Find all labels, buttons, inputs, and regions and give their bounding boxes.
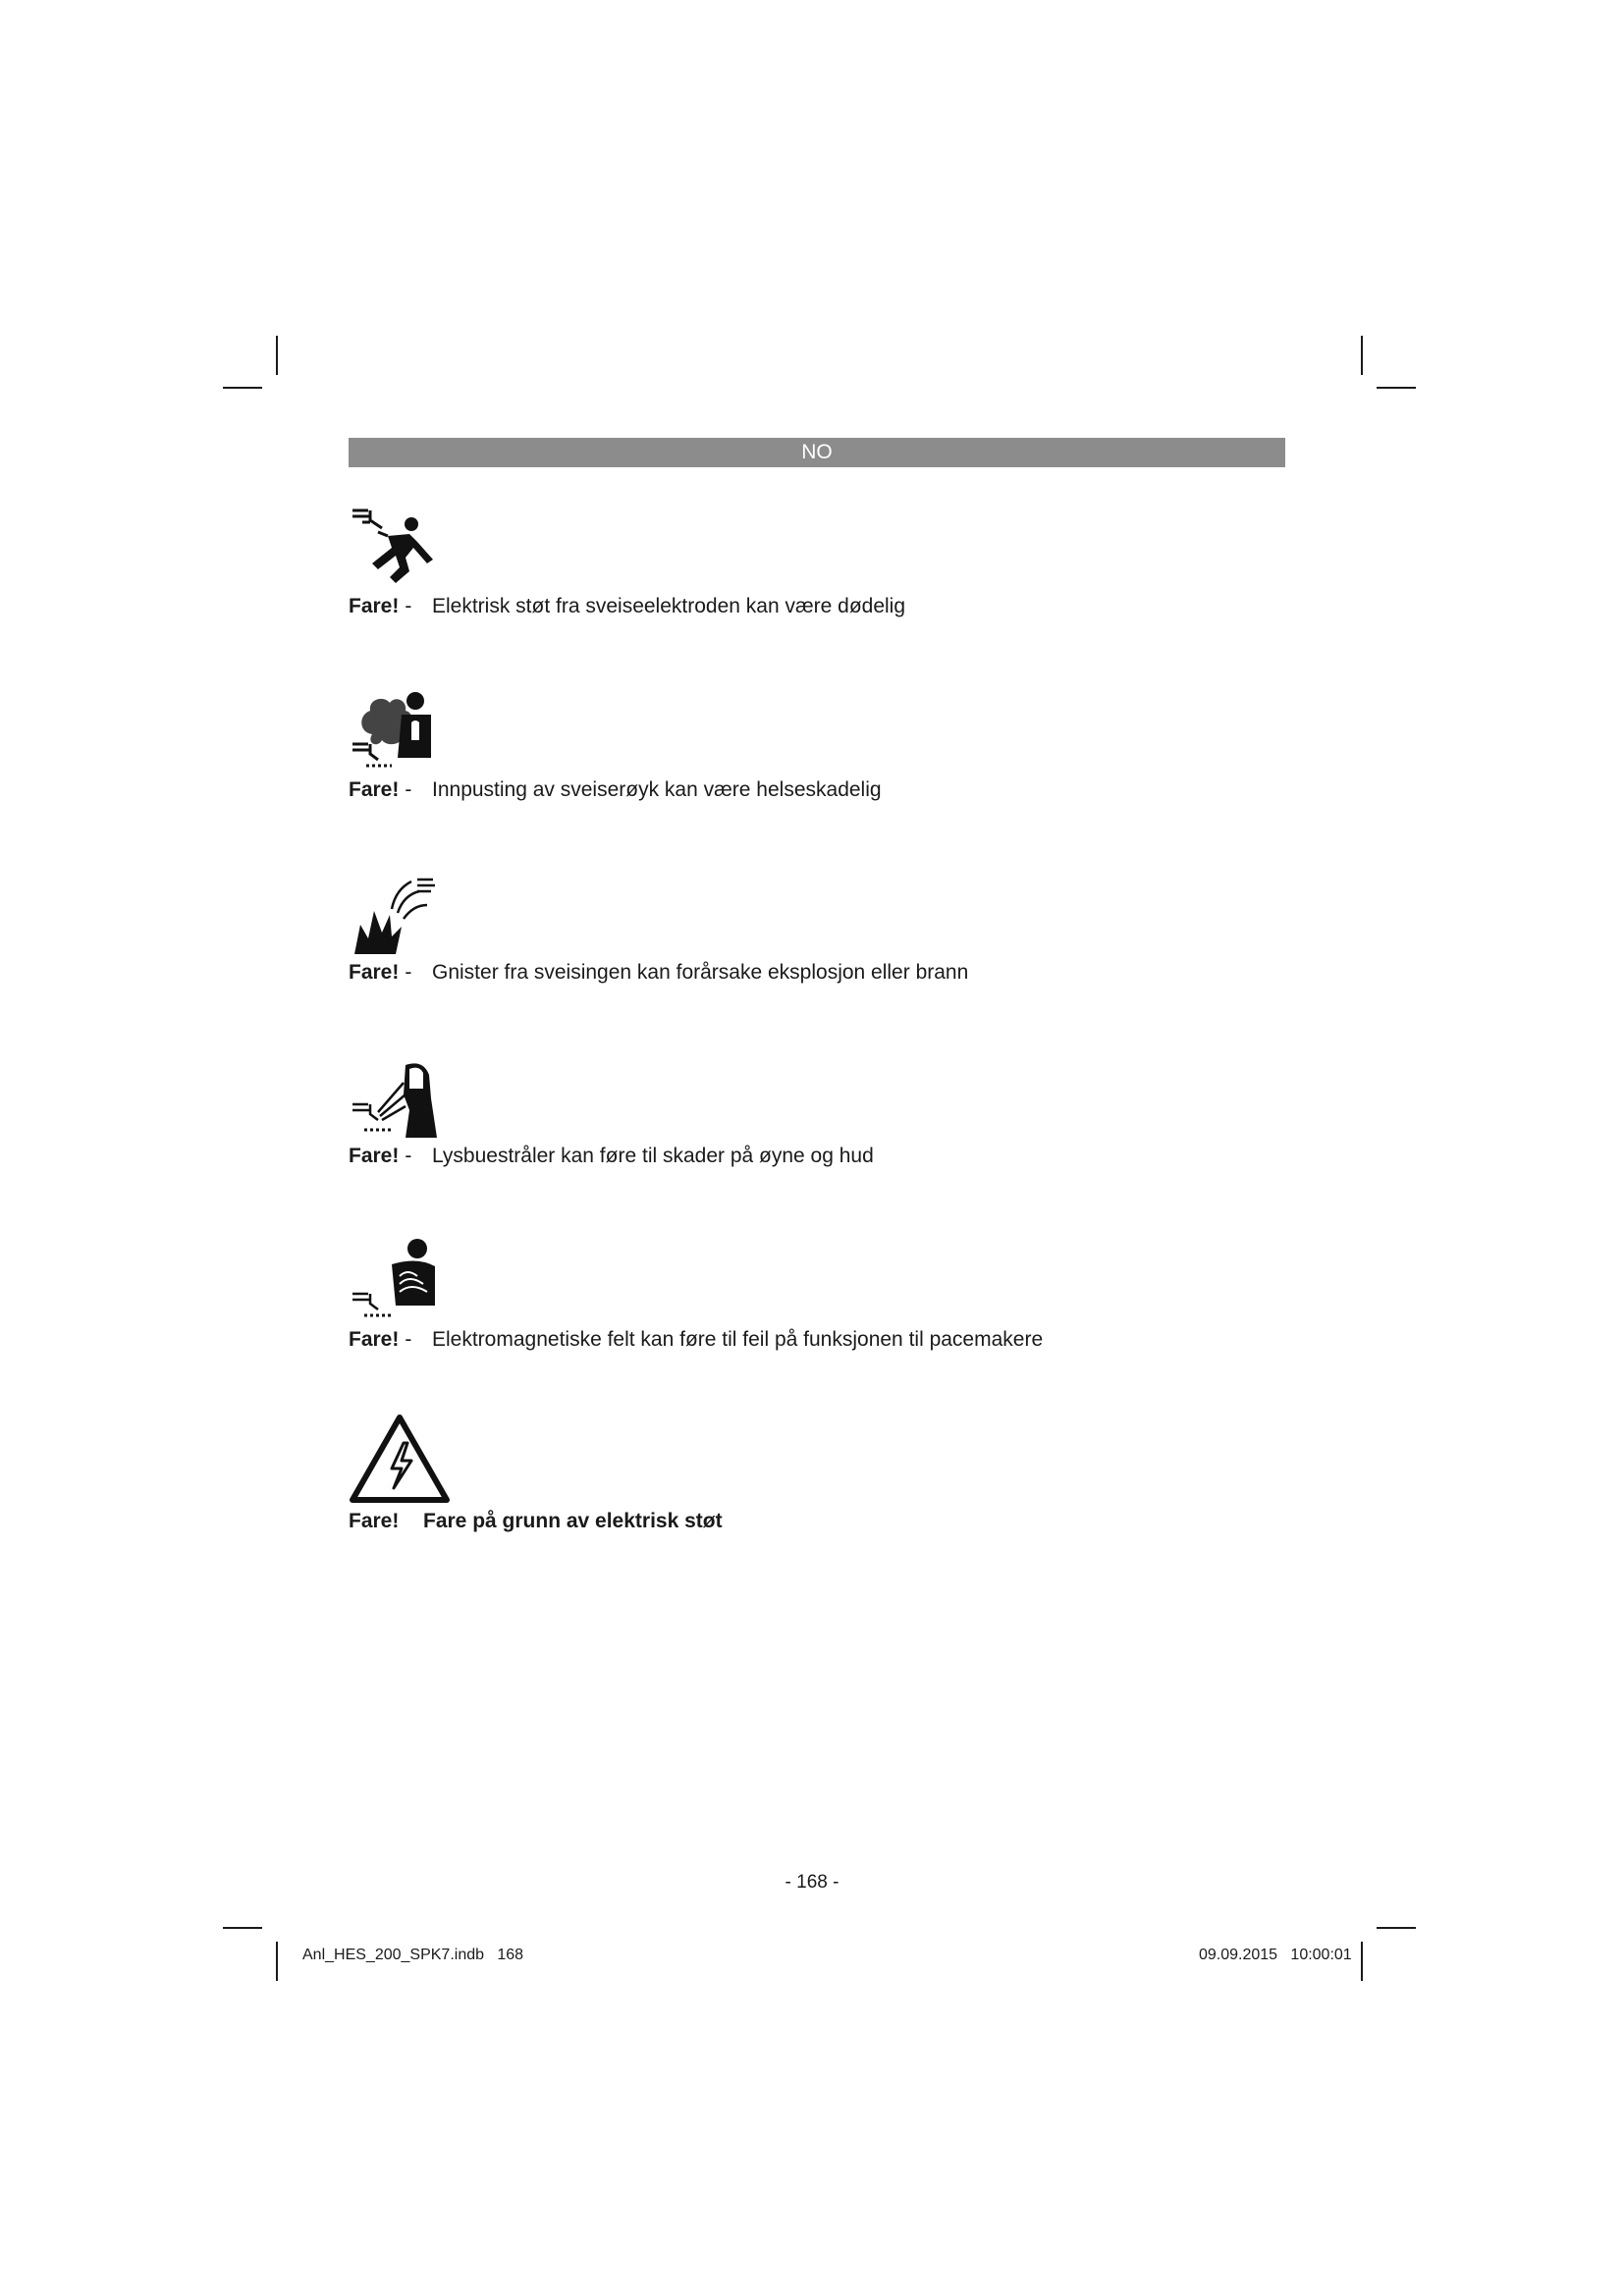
warning-text: Elektromagnetiske felt kan føre til feil på funksjonen til pacemakere: [432, 1328, 1044, 1351]
warning-text: Innpusting av sveiserøyk kan være helseskadelig: [432, 778, 882, 801]
warning-text: Lysbuestråler kan føre til skader på øyne og hud: [432, 1145, 874, 1167]
footer-file: Anl_HES_200_SPK7.indb 168: [302, 1947, 524, 1963]
warning-dash: -: [405, 1328, 412, 1351]
warning-text: Fare på grunn av elektrisk støt: [423, 1510, 723, 1532]
crop-mark: [1361, 336, 1363, 375]
electromagnetic-field-icon: [349, 1237, 439, 1323]
warning-line: [349, 777, 882, 803]
warning-line: [349, 960, 969, 986]
warning-dash: -: [405, 1145, 412, 1167]
arc-rays-icon: [349, 1055, 439, 1142]
language-header-bar: NO: [349, 438, 1285, 467]
warning-label: Fare!: [349, 595, 400, 617]
footer-timestamp: 09.09.2015 10:00:01: [1199, 1947, 1352, 1963]
warning-dash: -: [405, 595, 412, 617]
warning-label: Fare!: [349, 1510, 400, 1532]
crop-mark: [223, 387, 262, 389]
crop-mark: [223, 1927, 262, 1929]
welding-fumes-icon: [349, 689, 439, 774]
warning-dash: -: [405, 961, 412, 984]
sparks-explosion-icon: [349, 872, 439, 956]
warning-text: Elektrisk støt fra sveiseelektroden kan være dødelig: [432, 595, 906, 617]
page-number: - 168 -: [785, 1872, 839, 1893]
warning-label: Fare!: [349, 1145, 400, 1167]
crop-mark: [1361, 1942, 1363, 1981]
crop-mark: [276, 1942, 278, 1981]
crop-mark: [1377, 387, 1416, 389]
electric-shock-electrode-icon: [349, 503, 439, 589]
warning-label: Fare!: [349, 1328, 400, 1351]
warning-label: Fare!: [349, 778, 400, 801]
warning-text: Gnister fra sveisingen kan forårsake eksplosjon eller brann: [432, 961, 969, 984]
warning-line: [349, 1327, 1044, 1353]
high-voltage-triangle-icon: [349, 1414, 451, 1504]
warning-line: [349, 1144, 874, 1169]
final-warning-line: [349, 1509, 723, 1534]
crop-mark: [276, 336, 278, 375]
warning-dash: -: [405, 778, 412, 801]
warning-label: Fare!: [349, 961, 400, 984]
crop-mark: [1377, 1927, 1416, 1929]
warning-line: [349, 594, 906, 619]
